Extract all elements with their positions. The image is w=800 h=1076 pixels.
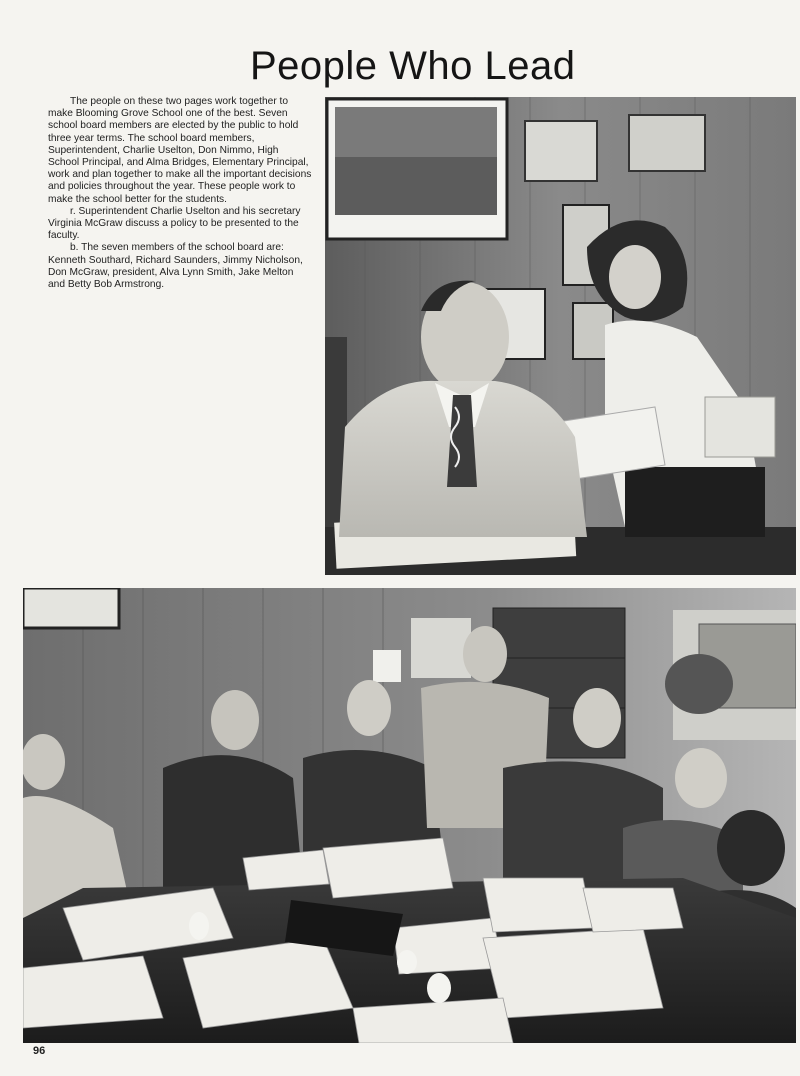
caption-intro: The people on these two pages work together to make Blooming Grove School one of the best. Seven school board members are elected by the public to hold three year terms. The school board members, Superintendent, Charlie Uselton, Don Nimmo, High School Principal, and Alma Bridges, Elementary Principal, work and plan together to make all the important decisions and policies throughout the year. These people work to make the school better for the students. [48, 96, 312, 205]
photo-superintendent-secretary-image [325, 97, 796, 575]
caption-bottom-photo: b. The seven members of the school board are: Kenneth Southard, Richard Saunders, Jimmy Nicholson, Don McGraw, president, Alva Lynn Smith, Jake Melton and Betty Bob Armstrong. [48, 242, 303, 291]
photo-school-board [23, 588, 796, 1043]
photo-school-board-image [23, 588, 796, 1043]
photo-superintendent-secretary [325, 97, 796, 575]
caption-block [48, 96, 312, 291]
page-title: People Who Lead [250, 44, 576, 88]
page-number: 96 [33, 1045, 46, 1057]
caption-right-photo: r. Superintendent Charlie Uselton and his secretary Virginia McGraw discuss a policy to be presented to the faculty. [48, 205, 301, 242]
